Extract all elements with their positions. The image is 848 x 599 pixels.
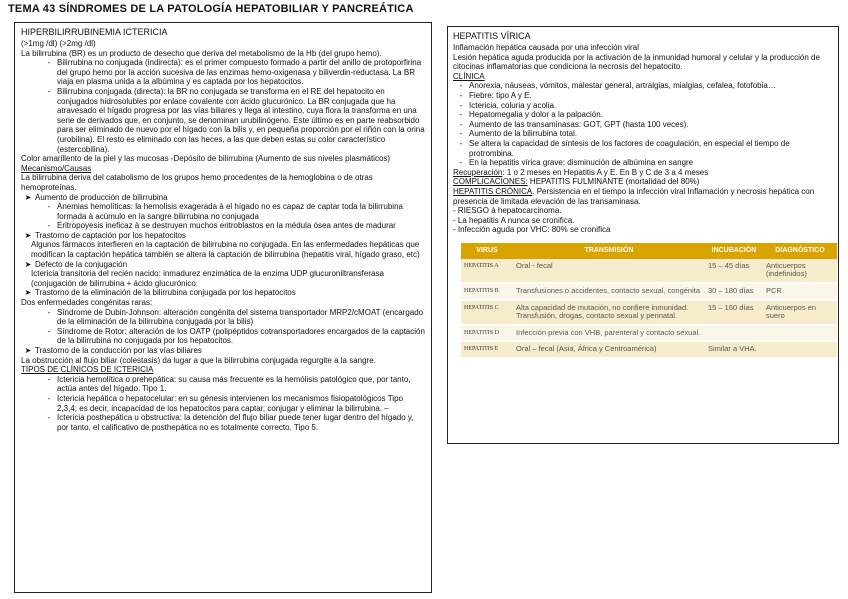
hepatitis-panel [447,26,839,444]
clinica-heading: CLÍNICA [453,71,485,81]
incubation-cell: Similar a VHA. [705,341,763,358]
list-item: - Eritropoyesis ineficaz à se destruyen muchos eritroblastos en la médula ósea antes de madurar [47,221,396,231]
table-row [461,325,837,342]
list-item: - Bilirrubina conjugada (directa): la BR no conjugada se transforma en el RE del hepatocito en conjugados hidrosolubles por enlace covalente con ácido glucurónico. La BR conjugada que ha atravesado el hígado progresa por las vías biliares y llega al intestino, cuya flora la transforma en una serie de derivados que, en conjunto, se denominan urubilinógeno. Este último es en parte reabsorbido para ser eliminado de nuevo por el hígado con la bilis y, en pequeña proporción por el riñón con la orina (urobilina). El resto es eliminado con las heces, a las que deben estas su color característico (estercobilina). [47,86,425,154]
list-item: - Aumento de la bilirrubina total. [459,129,578,139]
bilirubin-levels: (>1mg /dl) (>2mg /dl) [21,39,96,48]
column-header: VIRUS [461,243,513,259]
list-item: - Hepatomegalia y dolor a la palpación. [459,110,603,120]
section-heading: HIPERBILIRRUBINEMIA ICTERICIA [21,27,168,37]
list-item: - Síndrome de Rotor: alteración de los OATP (polipéptidos cotransportadores encargados de la captación de la bilirrubina no conjugada por los hepatocitos. [47,326,425,346]
transmission-cell: Oral – fecal (Asia, África y Centroamérica) [513,341,705,358]
list-item: - En la hepatitis vírica grave: disminución de albúmina en sangre [459,158,694,168]
recovery-line: Recuperación: 1 o 2 meses en Hepatitis A y E. En B y C de 3 a 4 meses [453,167,709,177]
virus-cell: HEPATITIS A [461,259,513,283]
diagnosis-cell [763,325,837,342]
color-note: Color amarillento de la piel y las mucosas -Depósito de bilirrubina (Aumento de sus niveles plasmáticos) [21,154,391,164]
list-item: - Se altera la capacidad de síntesis de los factores de coagulación, en especial el tiempo de protrombina. [459,138,790,158]
virus-cell: HEPATITIS B [461,283,513,300]
hepatitis-description: Lesión hepática aguda producida por la activación de la inmunidad humoral y celular y la producción de citocinas inflamatorias que condiciona la necrosis del hepatocito. [453,52,820,72]
transmission-cell: Oral - fecal [513,259,705,283]
list-item: - Ictericia, coluria y acolia. [459,100,557,110]
list-item: - Ictericia posthepática u obstructiva: la detención del flujo biliar puede tener lugar dentro del hígado y, por tanto, el calificativo de posthepática no es totalmente correcto. Tipo 5. [47,413,414,432]
transmission-cell: Transfusiones o accidentes, contacto sexual, congénita [513,283,705,300]
hepatitis-definition: Inflamación hepática causada por una infección viral [453,43,639,52]
list-item: - Aumento de las transaminasas: GOT, GPT (hasta 100 veces). [459,119,689,129]
mechanism-text: Ictericia transitoria del recién nacido: inmadurez enzimática de la enzima UDP glucuroniltransferasa (conjugación de bilirrubina + ácido glucurónico [31,269,384,288]
table-row [461,259,837,283]
bilirubin-intro: La bilirrubina (BR) es un producto de desecho que deriva del metabolismo de la Hb (del grupo hemo). [21,48,382,58]
ictericia-panel [14,22,432,593]
mechanism-text: Algunos fármacos interfieren en la captación de bilirrubina no conjugada. En las enfermedades hepáticas que modifican la captación hepática también se altera la captación de bilirrubina (hepatitis viral, hígado graso, etc) [31,240,420,260]
diagnosis-cell: Anticuerpos en suero [763,300,837,325]
virus-cell: HEPATITIS C [461,300,513,325]
list-item: - Bilirrubina no conjugada (indirecta): es el primer compuesto formado a partir del anillo de protoporfirina del grupo hemo por la acción sucesiva de las enzimas hemo-oxigenasa y biliverdin-reductasa. La BR viaja en plasma unida a la albúmina y es captada por los hepatocitos. [47,58,422,87]
mechanism-item: ➤ Trastorno de captación por los hepatocitos [24,230,186,240]
diagnosis-cell: PCR [763,283,837,300]
list-item: - Fiebre: tipo A y E. [459,90,532,100]
incubation-cell [705,325,763,342]
section-heading: HEPATITIS VÍRICA [453,31,531,41]
list-item: - Anemias hemolíticas: la hemolisis exagerada à el hígado no es capaz de captar toda la bilirrubina formada à acúmulo en la sangre bilirrubina no conjugada [47,202,403,221]
mechanism-intro: La bilirrubina deriva del catabolismo de los grupos hemo procedentes de la hemoglobina o de otras hemoproteínas. [21,173,373,192]
mechanism-item: ➤ Aumento de producción de bilirrubina [24,192,168,202]
list-item: - Síndrome de Dubin-Johnson: alteración congénita del sistema transportador MRP2/cMOAT (encargado de la eliminación de la bilirrubina conjugada por la bilis) [47,307,424,327]
complications-line: COMPLICACIONES: HEPATITIS FULMINANTE (mortalidad del 80%) [453,177,700,187]
virus-cell: HEPATITIS D [461,325,513,342]
diagnosis-cell: Anticuerpos (indefinidos) [763,259,837,283]
incubation-cell: 15 – 160 días [705,300,763,325]
column-header: TRANSMISIÓN [513,243,705,259]
list-item: - Ictericia hepática o hepatocelular: en su génesis intervienen los mecanismos fisiopatológicos Tipo 2,3,4; es decir, incapacidad de los hepatocitos para captar, conjugar y eliminar la bilirrubina. – [47,393,403,413]
transmission-cell: Infección previa con VHB, parenteral y contacto sexual. [513,325,705,342]
mechanism-text: Dos enfermedades congénitas raras: [21,298,153,308]
mechanism-text: La obstrucción al flujo biliar (colestasis) da lugar a que la bilirrubina conjugada regurgite a la sangre. [21,355,376,365]
mechanism-item: ➤ Trastorno de la conducción por las vías biliares [24,346,202,355]
note: - RIESGO à hepatocarcinoma. [453,206,562,216]
table-row [461,283,837,300]
note: - La hepatitis A nunca se cronifica. [453,215,575,225]
column-header: INCUBACIÓN [705,243,763,259]
table-row [461,300,837,325]
note: - Infección aguda por VHC: 80% se cronifica [453,225,611,235]
table-row [461,341,837,358]
list-item: - Ictericia hemolítica o prehepática: su causa más frecuente es la hemólisis patológico que, por tanto, actúa antes del hígado. Tipo 1. [47,374,411,394]
column-header: DIAGNÓSTICO [763,243,837,259]
mechanism-item: ➤ Defecto de la conjugación [24,259,128,269]
hepatitis-table [461,243,837,359]
transmission-cell: Alta capacidad de mutación, no confiere inmunidad. Transfusión, drogas, contacto sexual y perinatal. [513,300,705,325]
incubation-cell: 15 – 45 días [705,259,763,283]
chronic-line: HEPATITIS CRÓNICA. Persistencia en el tiempo la infección viral Inflamación y necrosis hepática con presencia de limitada elevación de las transaminasa. [453,186,815,206]
incubation-cell: 30 – 180 días [705,283,763,300]
virus-cell: HEPATITIS E [461,341,513,358]
mechanism-heading: Mecanismo/Causas [21,163,92,173]
table-header-row [461,243,837,259]
mechanism-item: ➤ Trastorno de la eliminación de la bilirrubina conjugada por los hepatocitos [24,288,296,298]
list-item: - Anorexia, náuseas, vómitos, malestar general, artralgias, mialgias, cefalea, fotofobia… [459,81,776,91]
diagnosis-cell [763,341,837,358]
page-title: TEMA 43 SÍNDROMES DE LA PATOLOGÍA HEPATOBILIAR Y PANCREÁTICA [8,3,414,15]
clinical-types-heading: TIPOS DE CLÍNICOS DE ICTERICIA [21,365,154,375]
